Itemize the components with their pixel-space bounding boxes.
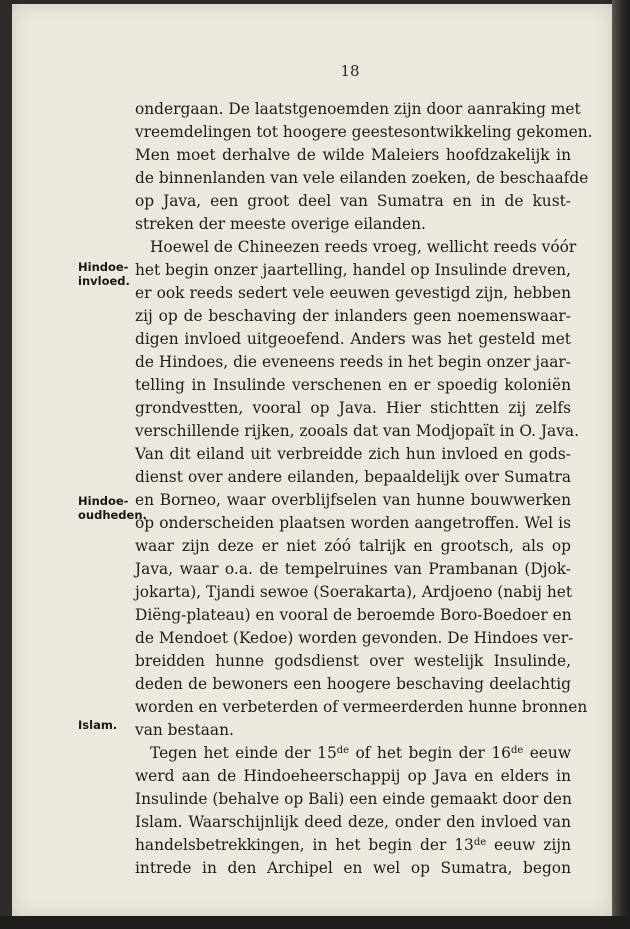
text-line: deden de bewoners een hoogere beschaving deelachtig: [135, 675, 571, 693]
text-run: eeuw: [523, 744, 571, 762]
text-line: en Borneo, waar overblijfselen van hunne bouwwerken: [135, 491, 571, 509]
page-number: 18: [340, 62, 360, 80]
margin-note-line: invloed.: [78, 274, 130, 288]
text-line: vreemdelingen tot hoogere geestesontwikkeling gekomen.: [135, 123, 593, 141]
margin-note-line: Hindoe-: [78, 260, 129, 274]
text-line: Insulinde (behalve op Bali) een einde gemaakt door den: [135, 790, 572, 808]
text-line-islam-5: [135, 834, 571, 857]
text-line: streken der meeste overige eilanden.: [135, 215, 426, 233]
text-line: van bestaan.: [135, 721, 234, 739]
text-line: worden en verbeterden of vermeerderden hunne bronnen: [135, 698, 588, 716]
superscript: de: [336, 745, 350, 756]
margin-note-line: Islam.: [78, 718, 118, 732]
text-line: Van dit eiland uit verbreidde zich hun invloed en gods-: [135, 445, 571, 463]
margin-note-line: oudheden.: [78, 508, 147, 522]
text-run: eeuw zijn: [486, 836, 571, 854]
text-line: de Hindoes, die eveneens reeds in het begin onzer jaar-: [135, 353, 571, 371]
text-run: Tegen het einde der 15: [150, 744, 337, 762]
text-line: werd aan de Hindoeheerschappij op Java en elders in: [135, 767, 571, 785]
text-line-islam-1: [150, 742, 571, 765]
text-line: waar zijn deze er niet zóó talrijk en grootsch, als op: [135, 537, 571, 555]
text-line: Men moet derhalve de wilde Maleiers hoofdzakelijk in: [135, 146, 571, 164]
text-line: zij op de beschaving der inlanders geen noemenswaar-: [135, 307, 571, 325]
text-run: handelsbetrekkingen, in het begin der 13: [135, 836, 474, 854]
text-line: Hoewel de Chineezen reeds vroeg, wellicht reeds vóór: [150, 238, 577, 256]
superscript: de: [510, 745, 524, 756]
text-line: op Java, een groot deel van Sumatra en in de kust-: [135, 192, 571, 210]
text-line: digen invloed uitgeoefend. Anders was het gesteld met: [135, 330, 571, 348]
text-line: Java, waar o.a. de tempelruines van Prambanan (Djok-: [135, 560, 571, 578]
text-line: de Mendoet (Kedoe) worden gevonden. De Hindoes ver-: [135, 629, 574, 647]
text-line: verschillende rijken, zooals dat van Modjopaït in O. Java.: [135, 422, 579, 440]
text-line: het begin onzer jaartelling, handel op Insulinde dreven,: [135, 261, 571, 279]
text-line: telling in Insulinde verschenen en er spoedig koloniën: [135, 376, 571, 394]
book-spine: [612, 0, 630, 929]
text-line: Diëng-plateau) en vooral de beroemde Boro-Boedoer en: [135, 606, 572, 624]
text-line: jokarta), Tjandi sewoe (Soerakarta), Ardjoeno (nabij het: [135, 583, 573, 601]
text-line: ondergaan. De laatstgenoemden zijn door aanraking met: [135, 100, 581, 118]
text-line: Islam. Waarschijnlijk deed deze, onder den invloed van: [135, 813, 571, 831]
text-run: of het begin der 16: [349, 744, 511, 762]
text-line: er ook reeds sedert vele eeuwen gevestigd zijn, hebben: [135, 284, 571, 302]
margin-note-line: Hindoe-: [78, 494, 129, 508]
superscript: de: [473, 837, 487, 848]
text-line: de binnenlanden van vele eilanden zoeken, de beschaafde: [135, 169, 589, 187]
text-line: op onderscheiden plaatsen worden aangetroffen. Wel is: [135, 514, 571, 532]
text-line: breidden hunne godsdienst over westelijk Insulinde,: [135, 652, 571, 670]
text-line: dienst over andere eilanden, bepaaldelijk over Sumatra: [135, 468, 571, 486]
text-line: grondvestten, vooral op Java. Hier stichtten zij zelfs: [135, 399, 571, 417]
text-line: intrede in den Archipel en wel op Sumatra, begon: [135, 859, 571, 877]
scan-background: [0, 916, 630, 929]
